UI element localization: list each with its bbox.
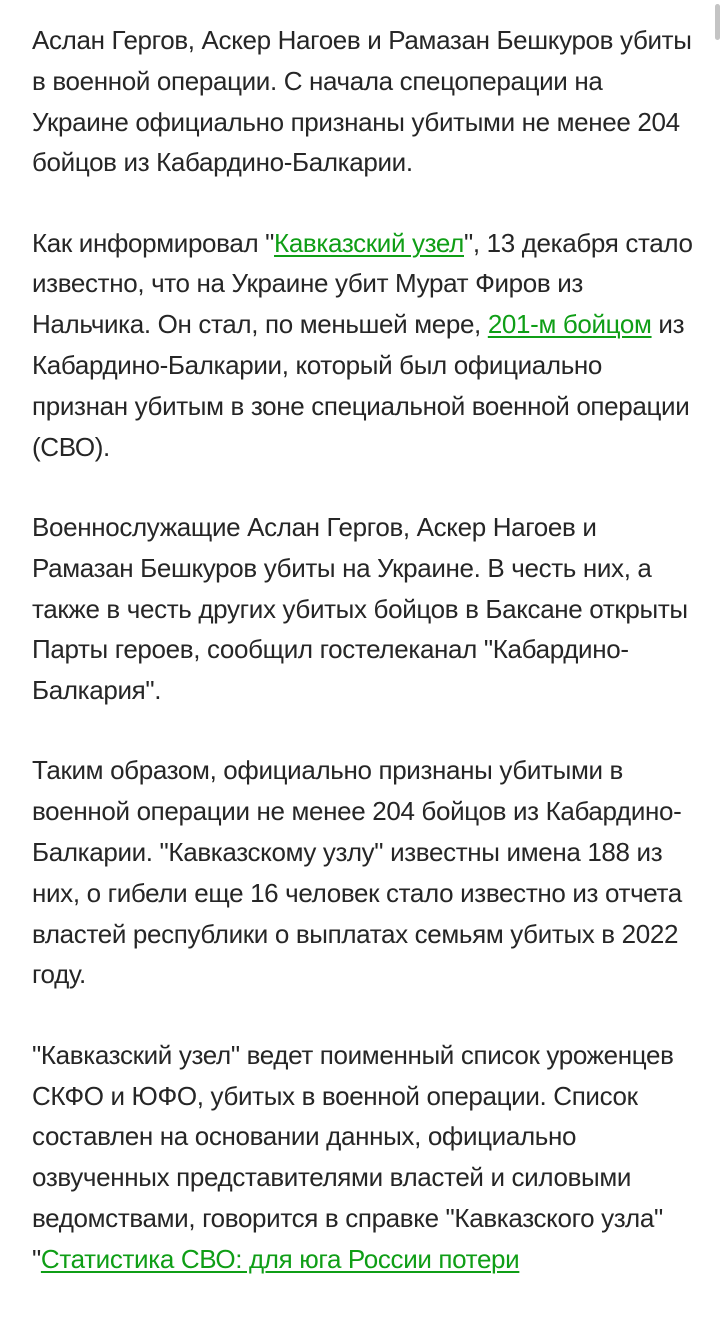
paragraph-2-text-c: из Кабардино-Балкарии, который был официально признан убитым в зоне специальной военной операции (СВО). [32, 309, 690, 462]
paragraph-2-text-a: Как информировал " [32, 227, 275, 258]
paragraph-5 [32, 1035, 702, 1280]
paragraph-3: Военнослужащие Аслан Гергов, Аскер Нагоев и Рамазан Бешкуров убиты на Украине. В честь них, а также в честь других убитых бойцов в Баксане открыты Парты героев, сообщил гостелеканал "Кабардино-Балкария". [32, 511, 688, 706]
paragraph-4: Таким образом, официально признаны убитыми в военной операции не менее 204 бойцов из Кабардино-Балкарии. "Кавказскому узлу" известны имена 188 из них, о гибели еще 16 человек стало известно из отчета властей республики о выплатах семьям убитых в 2022 году. [32, 755, 682, 990]
paragraph-1: Аслан Гергов, Аскер Нагоев и Рамазан Бешкуров убиты в военной операции. С начала спецоперации на Украине официально признаны убитыми не менее 204 бойцов из Кабардино-Балкарии. [32, 25, 692, 178]
kavkaz-uzel-link[interactable]: Кавказский узел [274, 227, 464, 258]
article-body [32, 20, 702, 1319]
paragraph-2 [32, 223, 702, 468]
201-fighter-link[interactable]: 201-м бойцом [487, 309, 652, 340]
paragraph-5-text: "Кавказский узел" ведет поименный список уроженцев СКФО и ЮФО, убитых в военной операции. Список составлен на основании данных, официально озвученных представителями властей и силовыми ведомствами, говорится в справке "Кавказского узла" " [32, 1039, 674, 1274]
paragraph-2-text-b: ", 13 декабря стало известно, что на Украине убит Мурат Фиров из Нальчика. Он стал, по меньшей мере, [32, 227, 693, 340]
scrollbar-thumb[interactable] [715, 4, 720, 40]
svo-statistics-link[interactable]: Статистика СВО: для юга России потери [40, 1243, 520, 1274]
